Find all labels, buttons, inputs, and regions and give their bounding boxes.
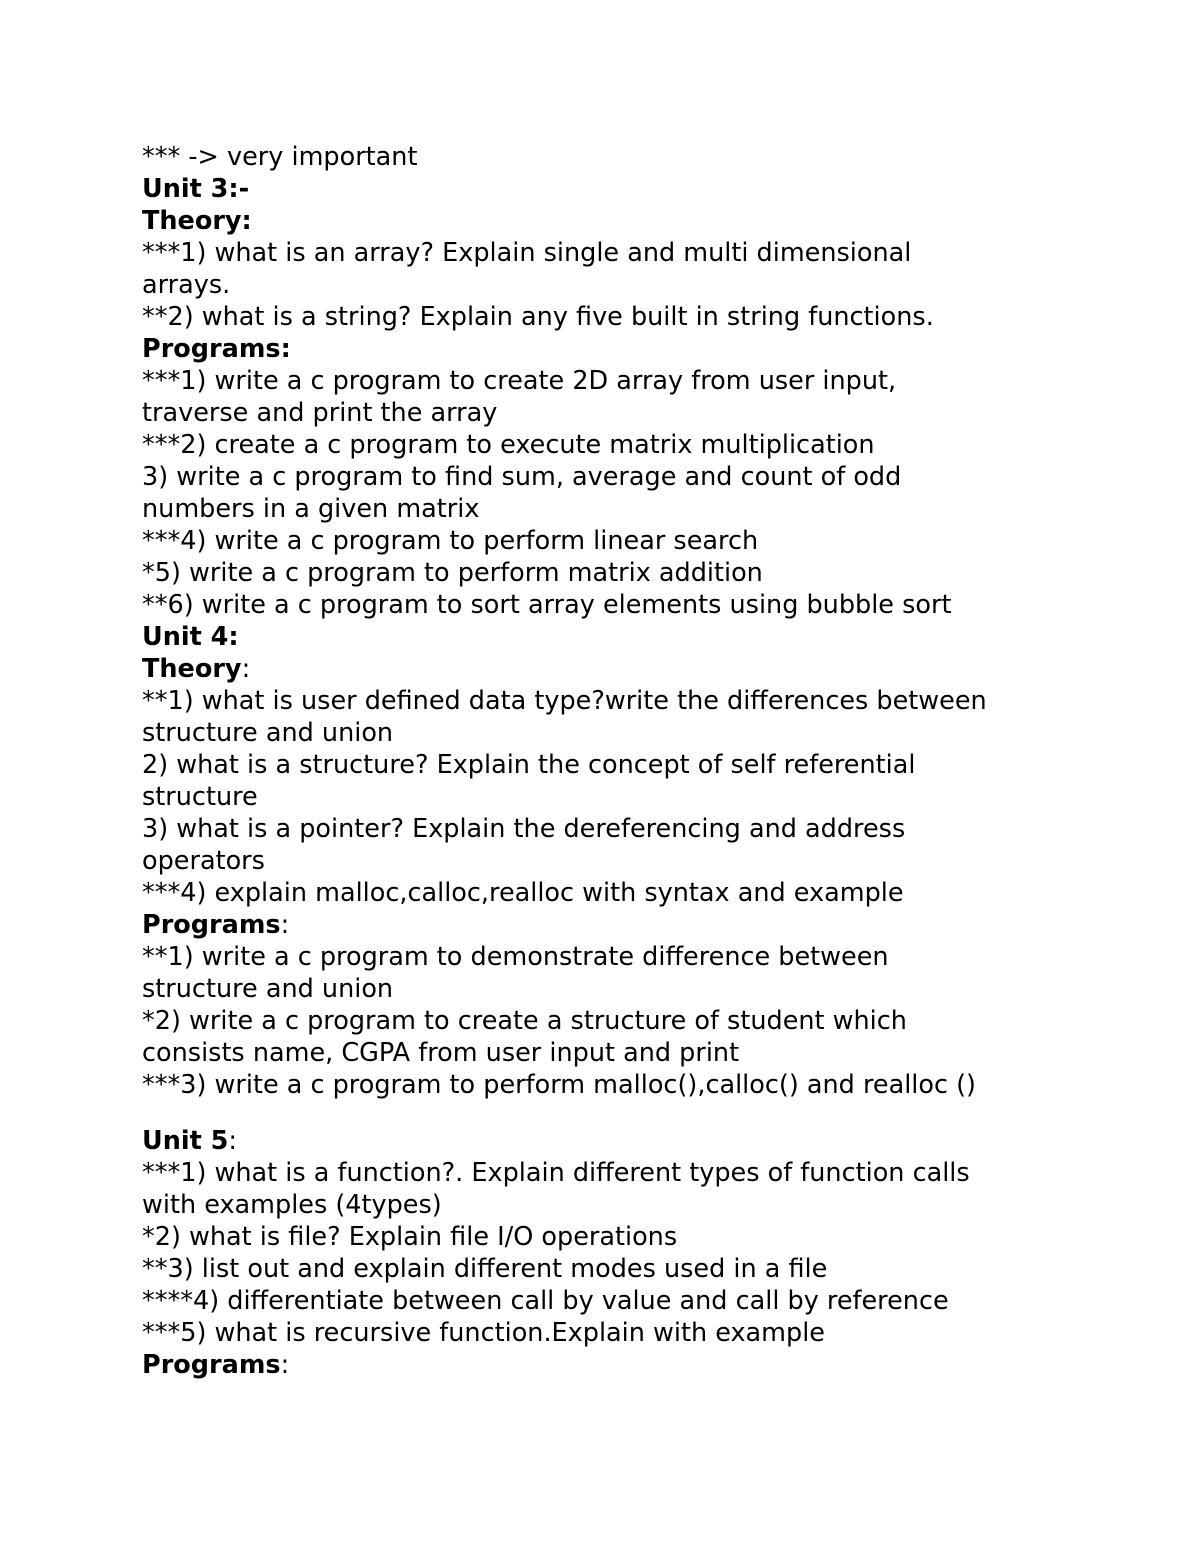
blank-line: [142, 1101, 1142, 1125]
unit3-program-line: ***2) create a c program to execute matrix multiplication: [142, 430, 875, 460]
unit4-program-line: **1) write a c program to demonstrate difference between: [142, 942, 889, 972]
unit3-program-line: 3) write a c program to find sum, average and count of odd: [142, 462, 902, 492]
unit5-line: *2) what is file? Explain file I/O operations: [142, 1222, 678, 1252]
unit5-line: **3) list out and explain different modes used in a file: [142, 1254, 828, 1284]
unit4-programs-label-row: [142, 909, 1142, 941]
unit4-theory-colon: :: [241, 654, 251, 684]
unit3-theory-line: ***1) what is an array? Explain single and multi dimensional: [142, 238, 912, 268]
unit3-theory-line: **2) what is a string? Explain any five built in string functions.: [142, 302, 934, 332]
unit4-program-line: *2) write a c program to create a structure of student which: [142, 1006, 907, 1036]
unit3-program-line: traverse and print the array: [142, 398, 498, 428]
unit5-heading: Unit 5: [142, 1126, 229, 1156]
unit4-program-line: structure and union: [142, 974, 394, 1004]
unit3-programs-label: Programs:: [142, 334, 291, 364]
unit4-heading: Unit 4:: [142, 622, 239, 652]
unit3-program-line: ***1) write a c program to create 2D array from user input,: [142, 366, 897, 396]
unit3-heading: Unit 3:-: [142, 174, 250, 204]
unit4-theory-line: operators: [142, 846, 265, 876]
unit5-line: ***1) what is a function?. Explain different types of function calls: [142, 1158, 970, 1188]
unit5-programs-colon: :: [280, 1350, 290, 1380]
unit4-theory-line: structure: [142, 782, 258, 812]
unit5-line: ****4) differentiate between call by value and call by reference: [142, 1286, 949, 1316]
unit4-program-line: consists name, CGPA from user input and print: [142, 1038, 740, 1068]
unit4-theory-line: 3) what is a pointer? Explain the dereferencing and address: [142, 814, 906, 844]
unit3-program-line: numbers in a given matrix: [142, 494, 480, 524]
unit3-program-line: *5) write a c program to perform matrix addition: [142, 558, 763, 588]
unit5-programs-label-row: [142, 1349, 1142, 1381]
unit5-programs-label: Programs: [142, 1350, 281, 1380]
unit4-theory-line: **1) what is user defined data type?write the differences between: [142, 686, 987, 716]
unit4-theory-line: structure and union: [142, 718, 394, 748]
unit4-theory-line: 2) what is a structure? Explain the concept of self referential: [142, 750, 916, 780]
unit5-heading-row: [142, 1125, 1142, 1157]
unit3-theory-label: Theory:: [142, 206, 252, 236]
unit3-theory-line: arrays.: [142, 270, 231, 300]
unit4-theory-label: Theory: [142, 654, 242, 684]
unit4-programs-label: Programs: [142, 910, 281, 940]
unit5-line: ***5) what is recursive function.Explain with example: [142, 1318, 825, 1348]
unit5-line: with examples (4types): [142, 1190, 442, 1220]
unit4-theory-line: ***4) explain malloc,calloc,realloc with syntax and example: [142, 878, 904, 908]
importance-legend: *** -> very important: [142, 142, 418, 172]
unit4-programs-colon: :: [280, 910, 290, 940]
unit3-program-line: ***4) write a c program to perform linear search: [142, 526, 759, 556]
unit3-program-line: **6) write a c program to sort array elements using bubble sort: [142, 590, 952, 620]
unit5-heading-colon: :: [228, 1126, 238, 1156]
document-page: [142, 141, 1142, 1381]
unit4-program-line: ***3) write a c program to perform malloc(),calloc() and realloc (): [142, 1070, 976, 1100]
unit4-theory-label-row: [142, 653, 1142, 685]
